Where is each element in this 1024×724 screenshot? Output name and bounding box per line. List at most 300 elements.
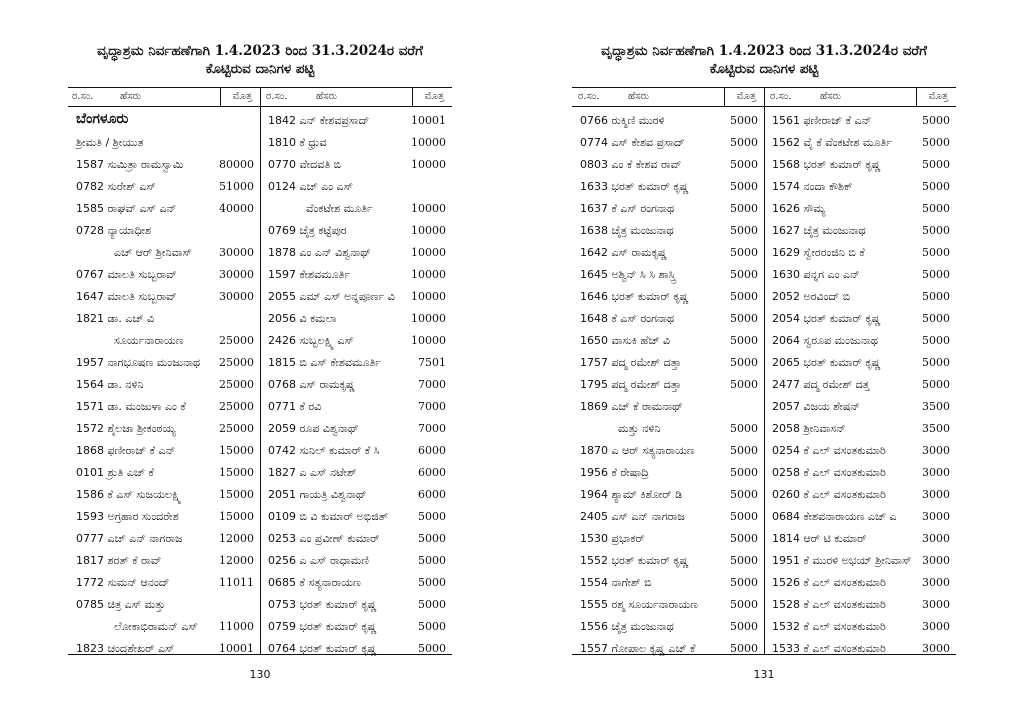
table-row — [572, 132, 764, 154]
donor-name: 2058 ಶ್ರೀನಿವಾಸನ್ — [772, 422, 846, 435]
donor-name: 1647 ಮಾಲತಿ ಸುಬ್ಬರಾವ್ — [76, 290, 177, 303]
donation-amount: 5000 — [730, 290, 758, 303]
donation-amount: 10000 — [411, 224, 446, 237]
donation-amount: 25000 — [219, 334, 254, 347]
donation-amount: 5000 — [730, 642, 758, 655]
donor-name: 1629 ಸ್ವೇರರಂಜಿನಿ ಬಿ ಕೆ — [772, 246, 865, 259]
donor-name: 1878 ಎಂ ಎನ್ ವಿಶ್ವನಾಥ್ — [268, 246, 371, 259]
title-line-1: ವೃದ್ಧಾಶ್ರಮ ನಿರ್ವಹಣೆಗಾಗಿ 1.4.2023 ರಿಂದ 31.3.2024ರ ವರೆಗೆ — [601, 43, 927, 59]
donation-amount: 25000 — [219, 400, 254, 413]
donation-amount: 5000 — [418, 642, 446, 655]
donor-name: 1561 ಫಣೀರಾಜ್ ಕೆ ಎನ್ — [772, 114, 872, 127]
donor-name: 0770 ವೇದವತಿ ಬಿ — [268, 158, 342, 171]
donor-name: 0759 ಭರತ್ ಕುಮಾರ್ ಕೃಷ್ಣ — [268, 620, 377, 633]
donation-amount: 11000 — [219, 620, 254, 633]
table-row — [764, 264, 956, 286]
donation-amount: 3500 — [922, 400, 950, 413]
table-row — [764, 132, 956, 154]
donor-name: 0260 ಕೆ ಎಲ್ ವಸಂತಕುಮಾರಿ — [772, 488, 886, 501]
donation-amount: 15000 — [219, 510, 254, 523]
donor-name: 1757 ಪದ್ಮ ರಮೇಶ್ ದತ್ತಾ — [580, 356, 682, 369]
donation-amount: 5000 — [922, 158, 950, 171]
donor-name: 0684 ಕೇಶವನಾರಾಯಣ ಎಚ್ ಎ — [772, 510, 897, 523]
table-row — [260, 638, 452, 660]
donation-amount: 3000 — [922, 488, 950, 501]
donor-name: 2055 ಎಮ್ ಎಸ್ ಅನ್ನಪೂರ್ಣ ವಿ — [268, 290, 395, 303]
table-row — [68, 176, 260, 198]
table-row — [68, 264, 260, 286]
table-row — [260, 132, 452, 154]
donation-amount: 40000 — [219, 202, 254, 215]
table-row — [260, 528, 452, 550]
donor-name: 1554 ನಾಗೇಶ್ ಬಿ — [580, 576, 652, 589]
donation-amount: 15000 — [219, 488, 254, 501]
table-row — [68, 154, 260, 176]
donation-amount: 3000 — [922, 642, 950, 655]
donation-amount: 25000 — [219, 356, 254, 369]
donation-amount: 10000 — [411, 268, 446, 281]
table-row — [764, 220, 956, 242]
table-row — [572, 286, 764, 308]
table-row — [260, 110, 452, 132]
table-row — [68, 528, 260, 550]
table-row — [260, 506, 452, 528]
table-row — [260, 220, 452, 242]
donor-name: 0768 ಎಸ್ ರಾಮಕೃಷ್ಣ — [268, 378, 355, 391]
donation-amount: 6000 — [418, 488, 446, 501]
table-row — [764, 616, 956, 638]
header-total: ಮೊತ್ತ — [928, 91, 948, 102]
donor-name: 0764 ಭರತ್ ಕುಮಾರ್ ಕೃಷ್ಣ — [268, 642, 377, 655]
header-no: ರ.ಸಂ. — [770, 91, 792, 102]
donation-amount: 5000 — [730, 510, 758, 523]
donation-amount: 5000 — [730, 268, 758, 281]
table-row — [572, 176, 764, 198]
donation-amount: 5000 — [922, 224, 950, 237]
donation-amount: 12000 — [219, 554, 254, 567]
donor-name: 1626 ಸೌಮ್ಯ — [772, 202, 826, 215]
donation-amount: 15000 — [219, 444, 254, 457]
table-row — [68, 374, 260, 396]
donor-name: 1817 ಶರತ್ ಕೆ ರಾವ್ — [76, 554, 162, 567]
table-row — [68, 572, 260, 594]
donor-name: 1827 ಎ ಎಸ್ ನಟೇಶ್ — [268, 466, 357, 479]
donor-name: 0728 ನ್ಯಾಯಾಧೀಶ — [76, 224, 151, 237]
header-total: ಮೊತ್ತ — [232, 91, 252, 102]
table-row — [764, 440, 956, 462]
table-row — [764, 528, 956, 550]
table-row — [572, 418, 764, 440]
donor-name: 1815 ಬಿ ಎಸ್ ಕೇಶವಮೂರ್ತಿ — [268, 356, 381, 369]
donation-amount: 7000 — [418, 422, 446, 435]
table-row — [764, 198, 956, 220]
table-row — [764, 572, 956, 594]
table-row — [260, 176, 452, 198]
table-row — [260, 616, 452, 638]
table-row — [572, 198, 764, 220]
table-row — [68, 352, 260, 374]
donor-name: 1526 ಕೆ ಎಲ್ ವಸಂತಕುಮಾರಿ — [772, 576, 886, 589]
donor-name: 2059 ರೂಪ ವಿಶ್ವನಾಥ್ — [268, 422, 359, 435]
donor-table — [572, 87, 956, 655]
donation-amount: 5000 — [922, 312, 950, 325]
donor-name: 1528 ಕೆ ಎಲ್ ವಸಂತಕುಮಾರಿ — [772, 598, 886, 611]
table-row — [260, 198, 452, 220]
donation-amount: 5000 — [730, 224, 758, 237]
donation-amount: 5000 — [418, 510, 446, 523]
donor-name: 0766 ರುಕ್ಮಿಣಿ ಮುರಳಿ — [580, 114, 665, 127]
donation-amount: 5000 — [730, 246, 758, 259]
donation-amount: 3000 — [922, 510, 950, 523]
donation-amount: 5000 — [922, 136, 950, 149]
header-name: ಹೆಸರು — [120, 91, 142, 102]
donor-name: ಎಚ್ ಆರ್ ಶ್ರೀನಿವಾಸ್ — [114, 246, 192, 259]
donor-name: 2052 ಅರವಿಂದ್ ಬಿ — [772, 290, 851, 303]
donor-name: 1868 ಫಣೀರಾಜ್ ಕೆ ಎನ್ — [76, 444, 176, 457]
donation-amount: 5000 — [730, 554, 758, 567]
donor-name: 1814 ಆರ್ ಟಿ ಕುಮಾರ್ — [772, 532, 867, 545]
table-row — [572, 110, 764, 132]
donor-name: 2405 ಎಸ್ ಎನ್ ನಾಗರಾಜ — [580, 510, 685, 523]
donor-name: 1772 ಸುಮನ್ ಆನಂದ್ — [76, 576, 170, 589]
donor-name: 1585 ರಾಘವ್ ಎಸ್ ಎನ್ — [76, 202, 177, 215]
table-row — [572, 396, 764, 418]
table-row — [764, 594, 956, 616]
donation-amount: 3000 — [922, 554, 950, 567]
donation-amount: 12000 — [219, 532, 254, 545]
donor-name: 0253 ಎಂ ಪ್ರವೀಣ್ ಕುಮಾರ್ — [268, 532, 380, 545]
donation-amount: 30000 — [219, 268, 254, 281]
donor-name: 1637 ಕೆ ಎಸ್ ರಂಗನಾಥ — [580, 202, 675, 215]
table-row — [572, 330, 764, 352]
donor-name: 1627 ಚೈತ್ರ ಮಂಜುನಾಥ — [772, 224, 866, 237]
donation-amount: 10000 — [411, 202, 446, 215]
donor-name: 0124 ಎಚ್ ಎಂ ಎಸ್ — [268, 180, 354, 193]
donation-amount: 5000 — [730, 532, 758, 545]
header-total: ಮೊತ್ತ — [424, 91, 444, 102]
donation-amount: 5000 — [730, 114, 758, 127]
table-row — [260, 440, 452, 462]
donor-name: ವೆಂಕಟೇಶ ಮೂರ್ತಿ — [306, 202, 373, 215]
donation-amount: 10001 — [411, 114, 446, 127]
donor-name: 1648 ಕೆ ಎಸ್ ರಂಗನಾಥ — [580, 312, 675, 325]
header-no: ರ.ಸಂ. — [578, 91, 600, 102]
donation-amount: 5000 — [418, 532, 446, 545]
table-row — [764, 396, 956, 418]
donor-name: 2064 ಸ್ವರೂಪ ಮಂಜುನಾಥ — [772, 334, 879, 347]
donation-amount: 5000 — [922, 334, 950, 347]
donor-name: 1593 ಅಗ್ರಹಾರ ಸುಂದರೇಶ — [76, 510, 179, 523]
table-row — [572, 220, 764, 242]
donation-amount: 3000 — [922, 532, 950, 545]
donation-amount: 5000 — [922, 290, 950, 303]
donor-name: 2054 ಭರತ್ ಕುಮಾರ್ ಕೃಷ್ಣ — [772, 312, 881, 325]
donation-amount: 5000 — [730, 202, 758, 215]
donation-amount: 6000 — [418, 466, 446, 479]
table-row — [68, 220, 260, 242]
table-row — [764, 176, 956, 198]
donation-amount: 5000 — [418, 620, 446, 633]
donor-name: 1810 ಕೆ ಧ್ರುವ — [268, 136, 327, 149]
table-row — [68, 418, 260, 440]
table-row — [572, 154, 764, 176]
donor-name: 0101 ಶ್ರುತಿ ಎಚ್ ಕೆ — [76, 466, 154, 479]
donation-amount: 3000 — [922, 444, 950, 457]
table-row — [260, 418, 452, 440]
table-row — [764, 418, 956, 440]
table-row — [764, 352, 956, 374]
table-row — [764, 330, 956, 352]
donation-amount: 6000 — [418, 444, 446, 457]
donor-name: 0767 ಮಾಲತಿ ಸುಬ್ಬರಾವ್ — [76, 268, 177, 281]
donation-amount: 10001 — [219, 642, 254, 655]
table-row — [764, 462, 956, 484]
donor-name: 1650 ವಾಸುಕಿ ಹೆಚ್ ವಿ — [580, 334, 671, 347]
donor-name: 2426 ಸುಬ್ಬಲಕ್ಷ್ಮಿ ಎಸ್ — [268, 334, 354, 347]
donor-name: 1586 ಕೆ ಎಸ್ ಸುಜಯಲಕ್ಷ್ಮಿ — [76, 488, 182, 501]
donation-amount: 5000 — [922, 246, 950, 259]
donation-amount: 5000 — [418, 598, 446, 611]
donor-name: 1795 ಪದ್ಮ ರಮೇಶ್ ದತ್ತಾ — [580, 378, 682, 391]
donation-amount: 5000 — [730, 576, 758, 589]
table-row — [572, 374, 764, 396]
title-line-2: ಕೊಟ್ಟಿರುವ ದಾನಿಗಳ ಪಟ್ಟಿ — [709, 61, 819, 77]
donation-amount: 5000 — [418, 554, 446, 567]
donor-name: 1638 ಚೈತ್ರ ಮಂಜುನಾಥ — [580, 224, 674, 237]
donation-amount: 7501 — [418, 356, 446, 369]
donation-amount: 10000 — [411, 334, 446, 347]
table-row — [260, 484, 452, 506]
donor-name: ಸೂರ್ಯನಾರಾಯಣ — [114, 334, 184, 347]
donation-amount: 10000 — [411, 136, 446, 149]
donation-amount: 5000 — [922, 114, 950, 127]
donation-amount: 5000 — [730, 334, 758, 347]
donor-table — [68, 87, 452, 655]
donor-name: 1532 ಕೆ ಎಲ್ ವಸಂತಕುಮಾರಿ — [772, 620, 886, 633]
donor-name: 1564 ಡಾ. ನಳಿನಿ — [76, 378, 144, 391]
donation-amount: 3000 — [922, 466, 950, 479]
table-row — [572, 594, 764, 616]
donation-amount: 3000 — [922, 598, 950, 611]
donation-amount: 5000 — [922, 180, 950, 193]
table-row — [572, 484, 764, 506]
table-row — [764, 242, 956, 264]
donor-name: 1957 ನಾಗಭೂಷಣ ಮಂಜುನಾಥ — [76, 356, 201, 369]
donation-amount: 3000 — [922, 576, 950, 589]
donor-name: 0803 ಎಂ ಕೆ ಕೇಶವ ರಾವ್ — [580, 158, 682, 171]
donation-amount: 5000 — [922, 356, 950, 369]
donation-amount: 5000 — [730, 488, 758, 501]
donor-name: 0258 ಕೆ ಎಲ್ ವಸಂತಕುಮಾರಿ — [772, 466, 886, 479]
donor-name: ಬೆಂಗಳೂರು — [76, 111, 129, 127]
table-row — [572, 440, 764, 462]
table-row — [764, 308, 956, 330]
donor-name: 1530 ಪ್ರಭಾಕರ್ — [580, 532, 645, 545]
donor-name: 1633 ಭರತ್ ಕುಮಾರ್ ಕೃಷ್ಣ — [580, 180, 689, 193]
donation-amount: 5000 — [922, 268, 950, 281]
donor-name: 2051 ಗಾಯತ್ರಿ ವಿಶ್ವನಾಥ್ — [268, 488, 367, 501]
table-row — [572, 616, 764, 638]
section-heading — [68, 110, 260, 132]
table-row — [572, 638, 764, 660]
donor-name: 1552 ಭರತ್ ಕುಮಾರ್ ಕೃಷ್ಣ — [580, 554, 689, 567]
donor-name: ಶ್ರೀಮತಿ / ಶ್ರೀಯುತ — [76, 136, 144, 149]
table-row — [764, 154, 956, 176]
donation-amount: 25000 — [219, 422, 254, 435]
donor-name: 1574 ನಂದಾ ಕೌಶಿಕ್ — [772, 180, 853, 193]
table-row — [68, 638, 260, 660]
right-page — [572, 0, 956, 724]
donor-name: 0782 ಸುರೇಶ್ ಎಸ್ — [76, 180, 156, 193]
table-row — [572, 264, 764, 286]
donor-name: ಮತ್ತು ನಳಿನಿ — [618, 422, 661, 435]
donor-name: 0785 ಚಿತ್ರ ಎಸ್ ಮತ್ತು — [76, 598, 166, 611]
table-row — [764, 110, 956, 132]
title-line-1: ವೃದ್ಧಾಶ್ರಮ ನಿರ್ವಹಣೆಗಾಗಿ 1.4.2023 ರಿಂದ 31.3.2024ರ ವರೆಗೆ — [97, 43, 423, 59]
donor-name: 1597 ಕೇಶವಮೂರ್ತಿ — [268, 268, 351, 281]
table-row — [764, 374, 956, 396]
table-row — [260, 572, 452, 594]
donation-amount: 5000 — [922, 378, 950, 391]
left-page — [68, 0, 452, 724]
donor-name: 1555 ರಶ್ಮ ಸೂರ್ಯನಾರಾಯಣ — [580, 598, 698, 611]
table-row — [572, 550, 764, 572]
table-row — [260, 550, 452, 572]
donation-amount: 5000 — [730, 378, 758, 391]
donor-name: 0742 ಸುನಿಲ್ ಕುಮಾರ್ ಕೆ ಸಿ — [268, 444, 380, 457]
table-row — [68, 594, 260, 616]
title-line-2: ಕೊಟ್ಟಿರುವ ದಾನಿಗಳ ಪಟ್ಟಿ — [205, 61, 315, 77]
donation-amount: 5000 — [730, 444, 758, 457]
donor-name: 1587 ಸುಮಿತ್ರಾ ರಾಮಸ್ವಾಮಿ — [76, 158, 184, 171]
table-row — [260, 242, 452, 264]
table-row — [68, 308, 260, 330]
table-row — [260, 374, 452, 396]
donor-name: 1556 ಚೈತ್ರ ಮಂಜುನಾಥ — [580, 620, 674, 633]
table-row — [764, 286, 956, 308]
donation-amount: 11011 — [219, 576, 254, 589]
donor-name: 2056 ವಿ ಕಮಲಾ — [268, 312, 337, 325]
table-row — [68, 506, 260, 528]
donor-name: 1956 ಕೆ ರೇಷಾದ್ರಿ — [580, 466, 649, 479]
header-name: ಹೆಸರು — [820, 91, 842, 102]
donor-name: 0774 ಎಸ್ ಕೇಶವ ಪ್ರಸಾದ್ — [580, 136, 685, 149]
donor-name: 0777 ಎಚ್ ಎನ್ ನಾಗರಾಜ — [76, 532, 183, 545]
table-row — [764, 484, 956, 506]
donor-name: 1842 ಎನ್ ಕೇಶವಪ್ರಸಾದ್ — [268, 114, 370, 127]
donor-name: 1951 ಕೆ ಮುರಳಿ ಅಭಯ್ ಶ್ರೀನಿವಾಸ್ — [772, 554, 912, 567]
donation-amount: 3000 — [922, 620, 950, 633]
table-row — [572, 506, 764, 528]
donation-amount: 3500 — [922, 422, 950, 435]
table-row — [572, 308, 764, 330]
header-name: ಹೆಸರು — [628, 91, 650, 102]
donor-name: 1964 ಶ್ಯಾಮ್ ಕಿಶೋರ್ ಡಿ — [580, 488, 683, 501]
table-row — [764, 506, 956, 528]
donor-name: 0254 ಕೆ ಎಲ್ ವಸಂತಕುಮಾರಿ — [772, 444, 886, 457]
donation-amount: 80000 — [219, 158, 254, 171]
donor-name: 2057 ವಿಜಯ ಶೇಷನ್ — [772, 400, 861, 413]
donation-amount: 5000 — [730, 312, 758, 325]
page-title — [572, 42, 956, 78]
donor-name: 1645 ಅಶ್ವಿನ್ ಸಿ ಸಿ ಶಾಸ್ತ್ರಿ — [580, 268, 676, 281]
table-row — [260, 396, 452, 418]
table-row — [68, 462, 260, 484]
donation-amount: 7000 — [418, 400, 446, 413]
donation-amount: 5000 — [730, 598, 758, 611]
donor-name: 2477 ಪದ್ಮ ರಮೇಶ್ ದತ್ತ — [772, 378, 870, 391]
donation-amount: 10000 — [411, 158, 446, 171]
table-row — [764, 550, 956, 572]
donor-name: 1533 ಕೆ ಎಲ್ ವಸಂತಕುಮಾರಿ — [772, 642, 886, 655]
donor-name: 1568 ಭರತ್ ಕುಮಾರ್ ಕೃಷ್ಣ — [772, 158, 881, 171]
table-row — [260, 594, 452, 616]
donor-name: 1562 ವೈ ಕೆ ವೆಂಕಟೇಶ ಮೂರ್ತಿ — [772, 136, 892, 149]
table-row — [572, 352, 764, 374]
donor-name: 1571 ಡಾ. ಮಂಜುಳಾ ಎಂ ಕೆ — [76, 400, 186, 413]
left-col1 — [68, 110, 260, 660]
donation-amount: 5000 — [730, 136, 758, 149]
donation-amount: 5000 — [730, 180, 758, 193]
page-title — [68, 42, 452, 78]
table-row — [260, 330, 452, 352]
donor-name: 0753 ಭರತ್ ಕುಮಾರ್ ಕೃಷ್ಣ — [268, 598, 377, 611]
donation-amount: 5000 — [730, 466, 758, 479]
donation-amount: 5000 — [730, 620, 758, 633]
table-row — [572, 572, 764, 594]
donation-amount: 10000 — [411, 312, 446, 325]
table-row — [68, 330, 260, 352]
page-number: 131 — [753, 668, 775, 681]
table-row — [260, 462, 452, 484]
donation-amount: 30000 — [219, 290, 254, 303]
left-col2 — [260, 110, 452, 660]
header-no: ರ.ಸಂ. — [72, 91, 94, 102]
table-row — [68, 286, 260, 308]
table-row — [68, 616, 260, 638]
donation-amount: 7000 — [418, 378, 446, 391]
table-row — [68, 440, 260, 462]
donor-name: 1642 ಎಸ್ ರಾಮಕೃಷ್ಣ — [580, 246, 667, 259]
table-row — [572, 242, 764, 264]
donor-name: 0769 ಚೈತ್ರ ಕಟ್ಟೆಪುರ — [268, 224, 347, 237]
table-row — [260, 352, 452, 374]
table-row — [260, 286, 452, 308]
table-row — [572, 528, 764, 550]
table-row — [260, 264, 452, 286]
donation-amount: 51000 — [219, 180, 254, 193]
donation-amount: 10000 — [411, 290, 446, 303]
table-row — [68, 484, 260, 506]
donor-name: 0771 ಕೆ ರವಿ — [268, 400, 322, 413]
donation-amount: 10000 — [411, 246, 446, 259]
donor-name: 1869 ಎಚ್ ಕೆ ರಾಮನಾಥ್ — [580, 400, 683, 413]
donation-amount: 5000 — [418, 576, 446, 589]
table-row — [68, 550, 260, 572]
table-row — [572, 462, 764, 484]
table-row — [764, 638, 956, 660]
header-no: ರ.ಸಂ. — [266, 91, 288, 102]
donor-name: 1870 ಎ ಆರ್ ಸತ್ಯನಾರಾಯಣ — [580, 444, 695, 457]
table-row — [260, 308, 452, 330]
donation-amount: 30000 — [219, 246, 254, 259]
donor-name: 1823 ಚಂದ್ರಶೇಖರ್ ಎಸ್ — [76, 642, 175, 655]
section-subheading — [68, 132, 260, 154]
donor-name: 1646 ಭರತ್ ಕುಮಾರ್ ಕೃಷ್ಣ — [580, 290, 689, 303]
donation-amount: 5000 — [730, 356, 758, 369]
table-row — [260, 154, 452, 176]
donor-name: 0685 ಕೆ ಸತ್ಯನಾರಾಯಣ — [268, 576, 361, 589]
